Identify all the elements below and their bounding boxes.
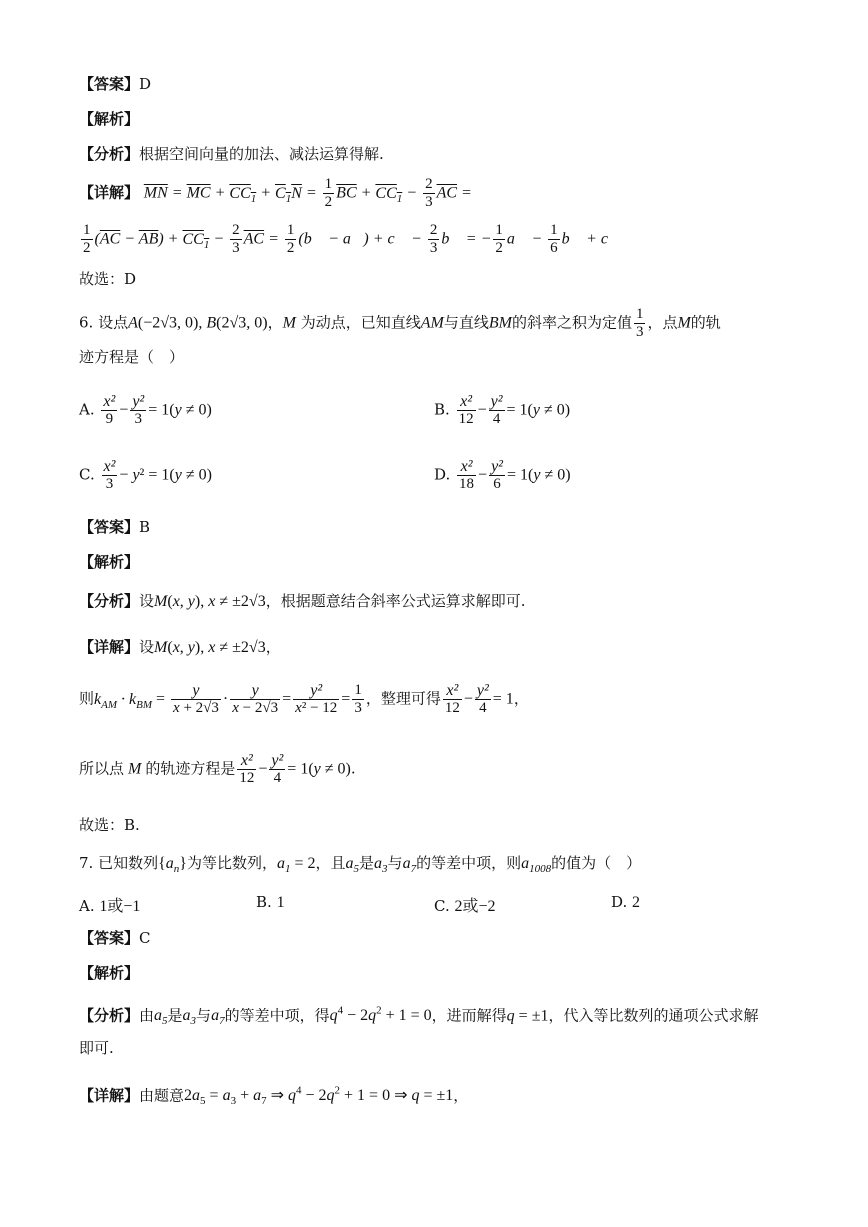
q7-detail: 【详解】由题意$2a_5 = a_3 + a_7$ ⇒ $q^4 - 2q^2 + 1 = 0$ ⇒ q = ±1， [79, 1085, 469, 1108]
q6-stem-line1: 6. 设点A(−2√3, 0), B(2√3, 0)，M 为动点，已知直线AM与直线BM的斜率之积为定值 $\frac{1}{3}$ ，点M的轨 [79, 306, 721, 340]
q7-option-c[interactable]: C. 2或−2 [434, 897, 496, 915]
q6-fenxi: 【分析】设M(x, y), x ≠ ±2√3，根据题意结合斜率公式运算求解即可. [79, 592, 526, 610]
q6-analysis: 【解析】 [79, 553, 140, 571]
q6-conclusion: 故选：B. [79, 816, 140, 834]
q7-analysis: 【解析】 [79, 964, 140, 982]
q7-option-a[interactable]: A. 1或−1 [79, 897, 141, 915]
q7-fenxi-line2: 即可. [79, 1039, 114, 1057]
q6-option-a[interactable]: A. $\frac{\text{x²}}{9}$ − $\frac{\text{y²}}{3}$ = 1(y ≠ 0) [79, 393, 212, 427]
q6-option-b[interactable]: B. $\frac{\text{x²}}{12}$ − $\frac{\text{y²}}{4}$ = 1(y ≠ 0) [434, 393, 571, 427]
q5-detail-line1: 【详解】 $\overline{MN} = \overline{MC} + CC_1 + C_1N$ = $\frac{1}{2}$ $\overline{BC} + CC_1$ − $\frac{2}{3}$ $\overline{AC}$ = [79, 176, 472, 210]
q5-analysis: 【解析】 [79, 110, 140, 128]
q6-detail-slope: 则$k_{AM} \cdot k_{BM}$ = $\frac{y}{x + 2√3}$ · $\frac{y}{x - 2√3}$ = $\frac{\text{y²}}{\text{x² − 12}}$ = $\frac{1}{3}$ ，整理可得 $\frac{\text{x²}}{12}$ − $\frac{\text{y²}}{4}$ = 1， [79, 682, 529, 716]
q6-option-d[interactable]: D. $\frac{\text{x²}}{18}$ − $\frac{\text{y²}}{6}$ = 1(y ≠ 0) [434, 458, 571, 492]
q7-stem: 7. 已知数列$\{a_n\}$为等比数列，$a_1 = 2$，且$a_5$是$a_3$与$a_7$的等差中项，则$a_{1008}$的值为（ ） [79, 854, 642, 876]
q7-answer: 【答案】C [79, 929, 151, 947]
q6-detail-result: 所以点 M 的轨迹方程是 $\frac{\text{x²}}{12}$ − $\frac{\text{y²}}{4}$ = 1(y ≠ 0). [79, 752, 356, 786]
q5-conclusion: 故选：D [79, 270, 137, 288]
q7-option-b[interactable]: B. 1 [256, 893, 285, 911]
q6-detail: 【详解】设M(x, y), x ≠ ±2√3， [79, 638, 281, 656]
q7-fenxi-line1: 【分析】由$a_5$是$a_3$与$a_7$的等差中项，得$q^4 - 2q^2 + 1 = 0$，进而解得q = ±1，代入等比数列的通项公式求解 [79, 1005, 759, 1028]
q5-fenxi: 【分析】根据空间向量的加法、减法运算得解. [79, 145, 384, 163]
q6-stem-line2: 迹方程是（ ） [79, 348, 185, 366]
q5-detail-line2: $\frac{1}{2}$ $(\overline{AC} - \overline{AB}) + CC_1$ − $\frac{2}{3}$ $\overline{AC}$ = $\frac{1}{2}$ (b⃗ − a⃗) + c⃗ − $\frac{2}{3}$ b⃗ = − $\frac{1}{2}$ a⃗ − $\frac{1}{6}$ b⃗ + c⃗ [83, 222, 621, 256]
q5-answer: 【答案】D [79, 75, 152, 93]
q6-answer: 【答案】B [79, 518, 151, 536]
q6-option-c[interactable]: C. $\frac{\text{x²}}{3}$ − y² = 1(y ≠ 0) [79, 458, 212, 492]
q7-option-d[interactable]: D. 2 [611, 893, 641, 911]
